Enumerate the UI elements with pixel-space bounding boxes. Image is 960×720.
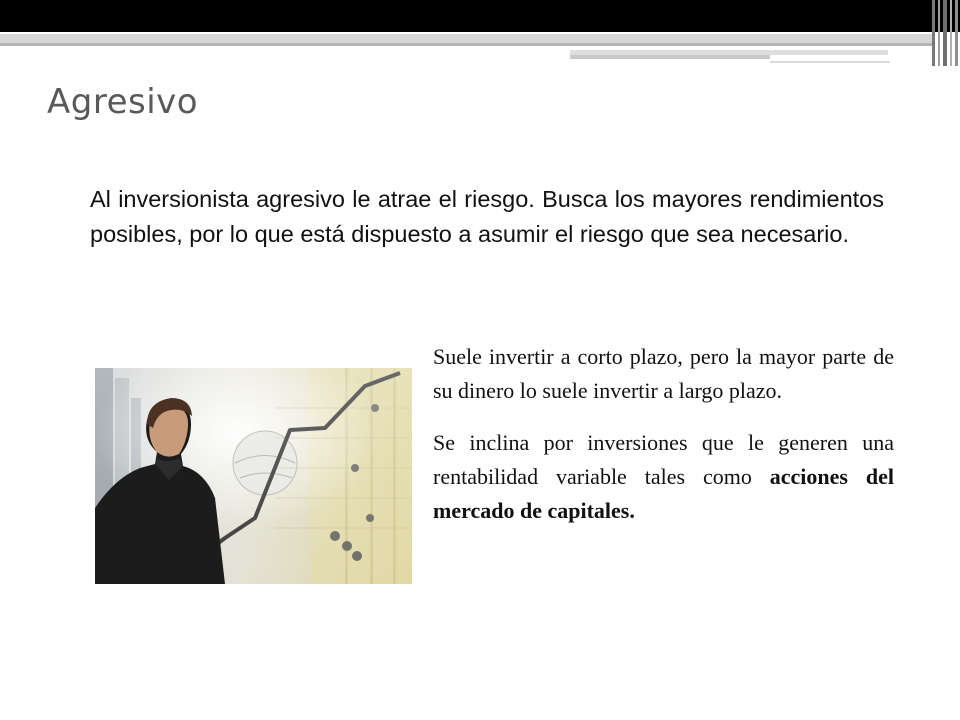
right-text-block [433,340,894,546]
slide-title: Agresivo [47,82,199,122]
man-with-rising-chart-image [95,368,412,584]
top-bar-accent-2 [570,55,770,59]
intro-paragraph: Al inversionista agresivo le atrae el riesgo. Busca los mayores rendimientos posibles, por lo que está dispuesto a asumir el riesgo que sea necesario. [90,186,884,247]
top-bar-gray-thin [0,43,935,46]
corner-stripes [930,0,960,66]
top-bar-black [0,0,960,32]
paragraph-variable-income-text: Se inclina por inversiones que le generen una rentabilidad variable tales como [433,430,894,489]
top-bar-gray [0,34,935,43]
highlight-capital-markets: acciones del mercado de capitales. [433,464,895,523]
paragraph-short-long-term: Suele invertir a corto plazo, pero la mayor parte de su dinero lo suele invertir a largo plazo. [433,344,894,403]
paragraph-variable-income [433,426,894,528]
top-bar-accent-3 [770,61,890,63]
